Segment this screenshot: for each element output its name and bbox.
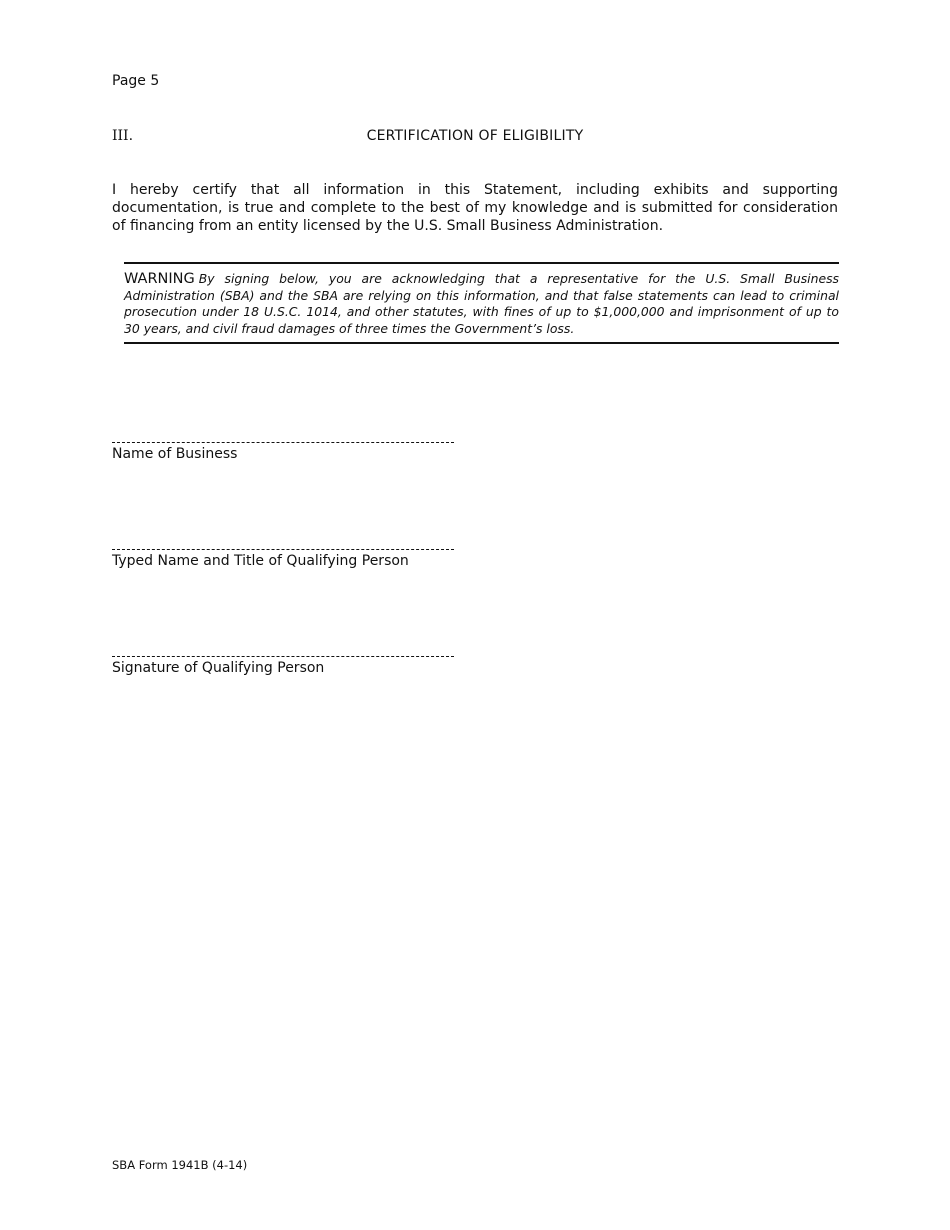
signature-field-business-name <box>112 442 472 463</box>
signature-line[interactable] <box>112 549 454 550</box>
form-identifier: SBA Form 1941B (4-14) <box>112 1158 248 1172</box>
page-number: Page 5 <box>112 73 160 89</box>
section-title: CERTIFICATION OF ELIGIBILITY <box>366 128 584 144</box>
signature-field-label: Name of Business <box>112 446 238 462</box>
warning-paragraph <box>124 271 839 337</box>
signature-field-typed-name-title <box>112 549 472 570</box>
warning-label: WARNING <box>124 271 195 287</box>
signature-field-label: Signature of Qualifying Person <box>112 660 325 676</box>
section-numeral: III. <box>112 128 134 144</box>
warning-text: By signing below, you are acknowledging that a representative for the U.S. Small Business Administration (SBA) and the SBA are relying on this information, and that false statements can lead to criminal prosecution under 18 U.S.C. 1014, and other statutes, with fines of up to $1,000,000 and imprisonment of up to 30 years, and civil fraud damages of three times the Government’s loss. <box>124 271 839 336</box>
signature-field-signature <box>112 656 472 677</box>
warning-box <box>124 262 839 344</box>
signature-field-label: Typed Name and Title of Qualifying Person <box>112 553 409 569</box>
signature-line[interactable] <box>112 442 454 443</box>
signature-line[interactable] <box>112 656 454 657</box>
certification-statement: I hereby certify that all information in this Statement, including exhibits and supporting documentation, is true and complete to the best of my knowledge and is submitted for consideration of financing from an entity licensed by the U.S. Small Business Administration. <box>112 182 838 234</box>
